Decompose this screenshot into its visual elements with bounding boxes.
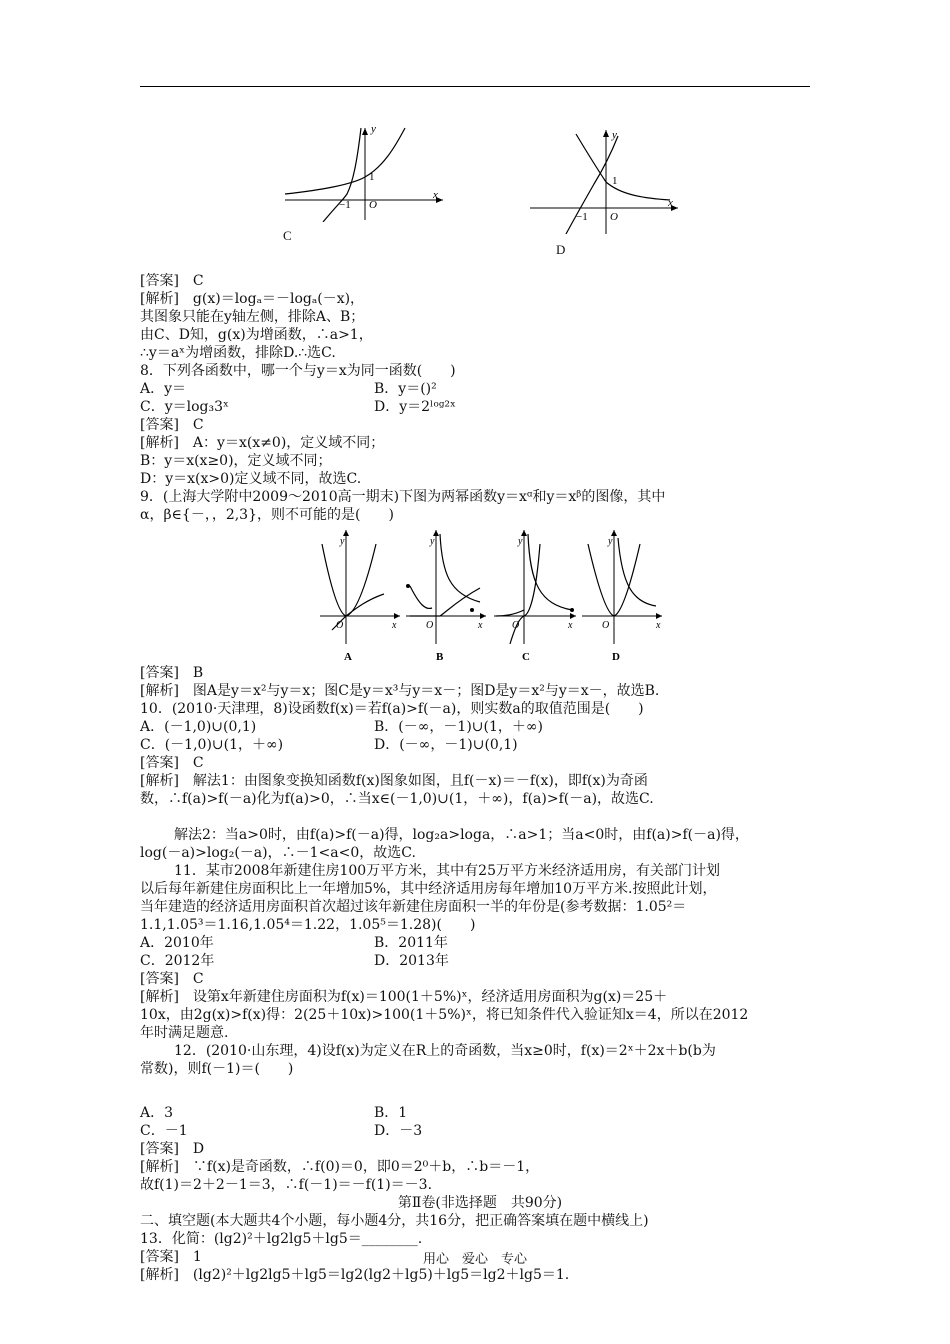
text-line: [答案] C xyxy=(140,971,204,987)
svg-text:y: y xyxy=(430,536,435,547)
svg-text:y: y xyxy=(371,123,376,135)
question-11: 11．某市2008年新建住房100万平方米，其中有25万平方米经济适用房，有关部门计划 xyxy=(174,863,720,879)
svg-text:x: x xyxy=(568,620,573,631)
option-a: A．y＝ xyxy=(140,381,187,397)
text-line: [答案] D xyxy=(140,1141,205,1157)
text-line: [解析] g(x)＝logₐ＝－logₐ(－x)， xyxy=(140,291,365,307)
svg-text:x: x xyxy=(668,197,673,209)
text-line: [解析] 设第x年新建住房面积为f(x)＝100(1＋5%)ˣ，经济适用房面积为g(x)＝25＋ xyxy=(140,989,668,1005)
question-9: 9．(上海大学附中2009～2010高一期末)下图为两幂函数y＝xᵅ和y＝xᵝ的图像，其中 xyxy=(140,489,666,505)
option-d: D．y＝2ˡᵒᵍ²ˣ xyxy=(374,399,456,415)
text-line: [答案] 1 xyxy=(140,1249,202,1265)
text-line: [答案] C xyxy=(140,273,204,289)
q11-options-row1 xyxy=(140,934,820,952)
option-b: B．(－∞，－1)∪(1，＋∞) xyxy=(374,719,544,735)
q9-figures xyxy=(140,524,820,664)
page-footer: 用心 爱心 专心 xyxy=(422,1252,527,1267)
figure-d-label: D xyxy=(556,242,566,257)
option-b: B．2011年 xyxy=(374,935,448,951)
graph-b xyxy=(406,530,486,663)
svg-text:y: y xyxy=(612,129,617,141)
option-d: D．－3 xyxy=(374,1123,423,1139)
svg-text:−1: −1 xyxy=(339,199,351,211)
option-d: D．(－∞，－1)∪(0,1) xyxy=(374,737,518,753)
svg-text:x: x xyxy=(433,189,438,201)
svg-text:D: D xyxy=(612,651,620,663)
option-c: C．－1 xyxy=(140,1123,188,1139)
text-line: ∴y＝aˣ为增函数，排除D.∴选C. xyxy=(140,345,336,361)
text-line: 二、填空题(本大题共4个小题，每小题4分，共16分，把正确答案填在题中横线上) xyxy=(140,1213,649,1229)
question-8: 8．下列各函数中，哪一个与y＝x为同一函数( ) xyxy=(140,363,456,379)
svg-text:O: O xyxy=(602,620,610,631)
svg-text:O: O xyxy=(426,620,434,631)
text-line: [解析] (lg2)²＋lg2lg5＋lg5＝lg2(lg2＋lg5)＋lg5＝lg2＋lg5＝1. xyxy=(140,1267,570,1283)
option-c: C．(－1,0)∪(1，＋∞) xyxy=(140,737,284,753)
figure-d xyxy=(530,126,680,257)
q11-options-row2 xyxy=(140,952,820,970)
text-line: [解析] A：y＝x(x≠0)，定义域不同； xyxy=(140,435,385,451)
option-b: B．y＝()² xyxy=(374,381,437,397)
svg-text:1: 1 xyxy=(612,175,618,187)
question-10: 10．(2010·天津理，8)设函数f(x)＝若f(a)>f(－a)，则实数a的取值范围是( ) xyxy=(140,701,644,717)
exp-curve xyxy=(285,128,405,194)
text-line: log(－a)>log₂(－a)，∴－1<a<0，故选C. xyxy=(140,845,416,861)
question-13: 13．化简：(lg2)²＋lg2lg5＋lg5＝________. xyxy=(140,1231,423,1247)
option-b: B．1 xyxy=(374,1105,408,1121)
section-heading: 第Ⅱ卷(非选择题 共90分) xyxy=(397,1195,563,1211)
svg-text:O: O xyxy=(369,199,377,211)
text-line: B：y＝x(x≥0)，定义域不同； xyxy=(140,453,332,469)
document-body xyxy=(140,272,820,1284)
text-line: 10x，由2g(x)>f(x)得：2(25＋10x)>100(1＋5%)ˣ，将已知条件代入验证知x＝4，所以在2012 xyxy=(140,1007,749,1023)
option-c: C．2012年 xyxy=(140,953,215,969)
svg-text:x: x xyxy=(478,620,483,631)
text-line: 1.1,1.05³＝1.16,1.05⁴＝1.22，1.05⁵＝1.28)( ) xyxy=(140,917,476,933)
text-line: 解法2：当a>0时，由f(a)>f(－a)得，log₂a>loga，∴a>1；当a<0时，由f(a)>f(－a)得， xyxy=(174,827,749,843)
text-line: [解析] ∵f(x)是奇函数，∴f(0)＝0，即0＝2⁰＋b，∴b＝－1， xyxy=(140,1159,540,1175)
text-line: [答案] C xyxy=(140,417,204,433)
svg-text:y: y xyxy=(608,536,613,547)
svg-text:1: 1 xyxy=(369,171,375,183)
figure-c-label: C xyxy=(283,228,292,243)
text-line: 以后每年新建住房面积比上一年增加5%，其中经济适用房每年增加10万平方米.按照此计划， xyxy=(140,881,717,897)
svg-text:C: C xyxy=(522,651,530,663)
text-line: 其图象只能在y轴左侧，排除A、B； xyxy=(140,309,365,325)
svg-text:A: A xyxy=(344,651,352,663)
header-rule xyxy=(140,86,810,87)
text-line: 由C、D知，g(x)为增函数，∴a>1， xyxy=(140,327,373,343)
q10-options-row1 xyxy=(140,718,820,736)
q12-options-row2 xyxy=(140,1122,820,1140)
q12-options-row1 xyxy=(140,1104,820,1122)
text-line: [解析] 解法1：由图象变换知函数f(x)图象如图，且f(－x)＝－f(x)，即f(x)为奇函 xyxy=(140,773,648,789)
svg-text:O: O xyxy=(512,620,520,631)
text-line: 当年建造的经济适用房面积首次超过该年新建住房面积一半的年份是(参考数据：1.05²＝ xyxy=(140,899,687,915)
text-line: [解析] 图A是y＝x²与y＝x；图C是y＝x³与y＝x－；图D是y＝x²与y＝x－，故选B. xyxy=(140,683,660,699)
svg-text:B: B xyxy=(436,651,444,663)
text-line: 故f(1)＝2＋2－1＝3，∴f(－1)＝－f(1)＝－3. xyxy=(140,1177,433,1193)
q8-options-row1 xyxy=(140,380,820,398)
graph-a xyxy=(320,530,400,663)
q8-options-row2 xyxy=(140,398,820,416)
svg-text:O: O xyxy=(336,620,344,631)
text-line: [答案] B xyxy=(140,665,204,681)
svg-text:−1: −1 xyxy=(576,211,588,223)
text-line: [答案] C xyxy=(140,755,204,771)
question-12: 12．(2010·山东理，4)设f(x)为定义在R上的奇函数，当x≥0时，f(x)＝2ˣ＋2x＋b(b为 xyxy=(174,1043,716,1059)
option-a: A．3 xyxy=(140,1105,174,1121)
text-line: 年时满足题意. xyxy=(140,1025,229,1041)
svg-text:x: x xyxy=(656,620,661,631)
option-d: D．2013年 xyxy=(374,953,449,969)
figure-c xyxy=(283,122,453,243)
svg-text:x: x xyxy=(392,620,397,631)
q10-options-row2 xyxy=(140,736,820,754)
text-line: α，β∈{－，，2,3}，则不可能的是( ) xyxy=(140,507,394,523)
text-line: 数，∴f(a)>f(－a)化为f(a)>0，∴当x∈(－1,0)∪(1，＋∞)，f(a)>f(－a)，故选C. xyxy=(140,791,654,807)
svg-text:O: O xyxy=(610,211,618,223)
text-line: D：y＝x(x>0)定义域不同，故选C. xyxy=(140,471,362,487)
graph-d xyxy=(582,530,662,663)
text-line: 常数)，则f(－1)＝( ) xyxy=(140,1061,294,1077)
svg-text:y: y xyxy=(340,536,345,547)
graph-c xyxy=(494,530,576,663)
option-a: A．2010年 xyxy=(140,935,214,951)
svg-text:y: y xyxy=(518,536,523,547)
option-c: C．y＝log₃3ˣ xyxy=(140,399,229,415)
option-a: A．(－1,0)∪(0,1) xyxy=(140,719,257,735)
